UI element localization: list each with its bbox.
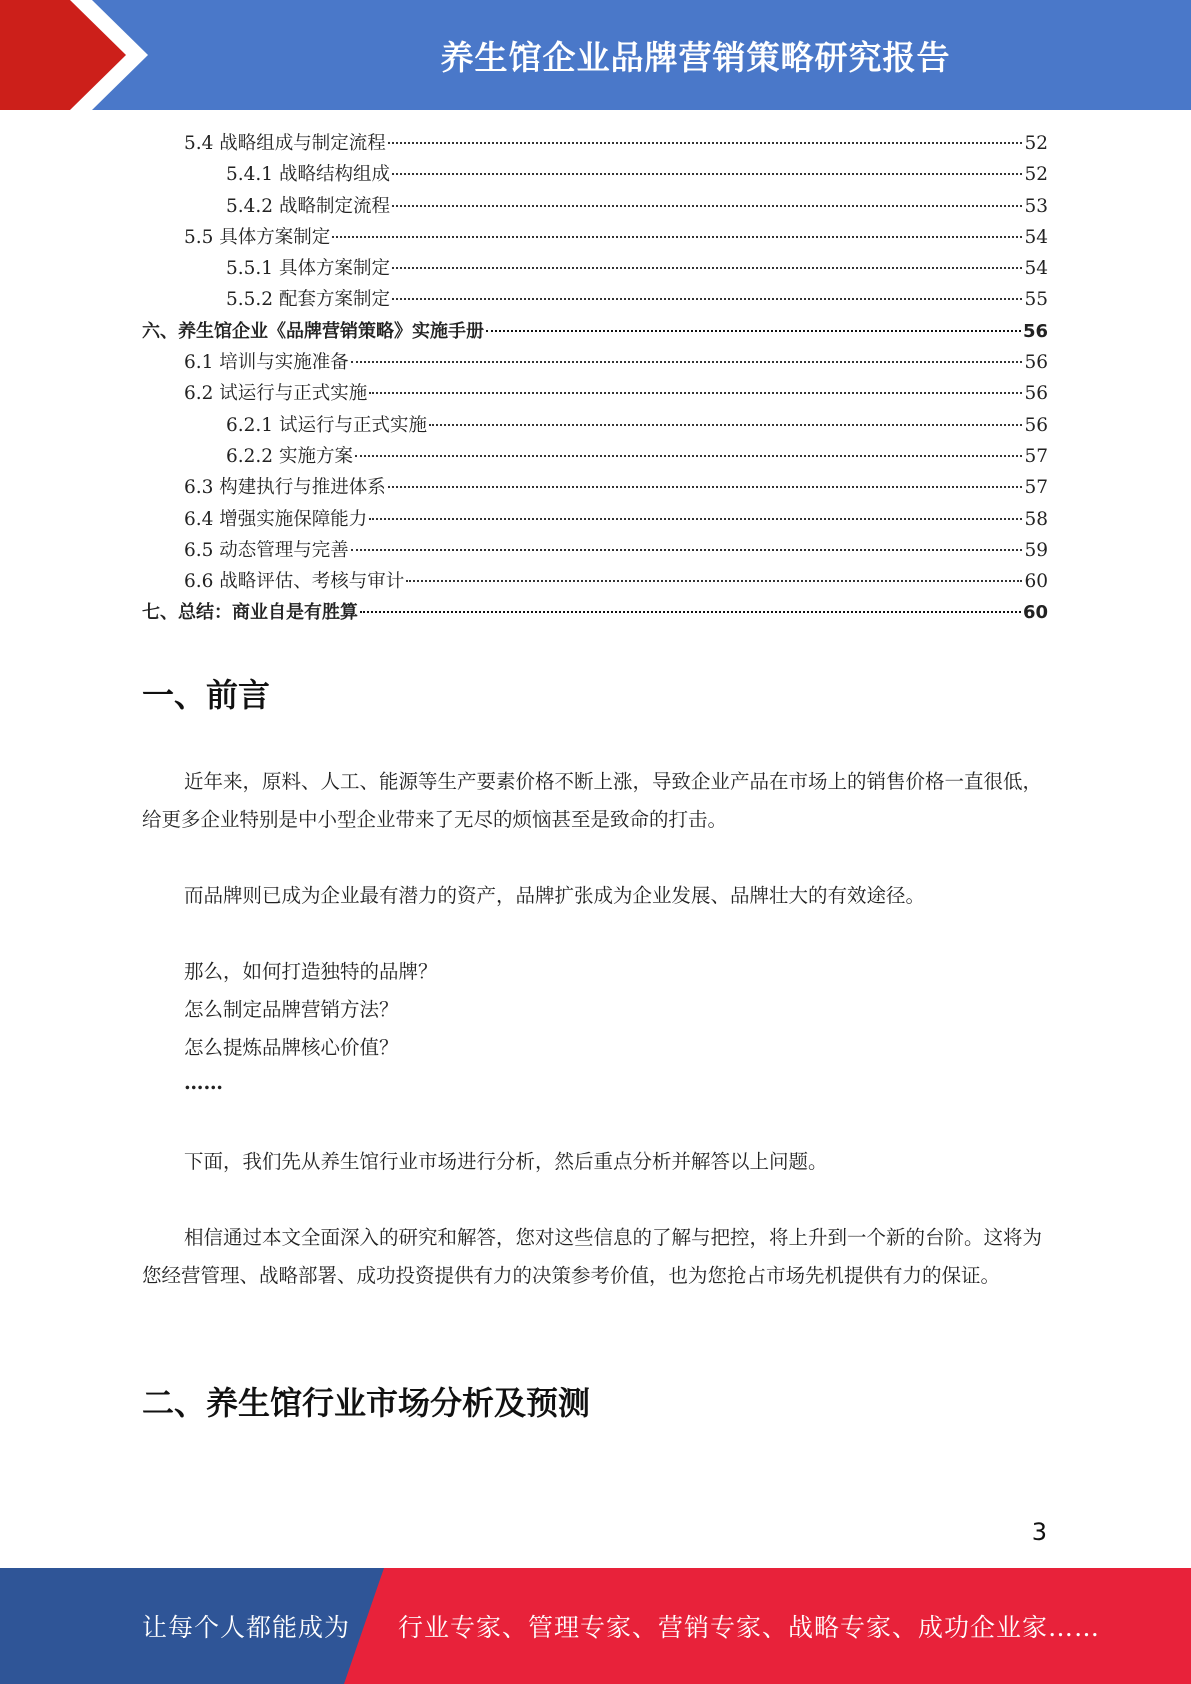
page-number: 3 bbox=[1031, 1518, 1047, 1546]
toc-entry[interactable] bbox=[142, 472, 1048, 503]
section-heading-preface: 一、前言 bbox=[142, 676, 271, 714]
preface-paragraph-2: 而品牌则已成为企业最有潜力的资产，品牌扩张成为企业发展、品牌壮大的有效途径。 bbox=[184, 884, 926, 907]
toc-dot-leader bbox=[392, 173, 1022, 175]
toc-entry-page: 56 bbox=[1022, 320, 1048, 342]
toc-entry-page: 60 bbox=[1022, 602, 1048, 624]
toc-entry-title: 六、养生馆企业《品牌营销策略》实施手册 bbox=[142, 320, 484, 342]
toc-entry-title: 6.4 增强实施保障能力 bbox=[184, 508, 368, 530]
preface-paragraph-4: 相信通过本文全面深入的研究和解答，您对这些信息的了解与把控，将上升到一个新的台阶。这将为您经营管理、战略部署、成功投资提供有力的决策参考价值，也为您抢占市场先机提供有力的保证。 bbox=[142, 1226, 1043, 1287]
toc-entry-title: 5.5.2 配套方案制定 bbox=[226, 289, 390, 311]
toc-dot-leader bbox=[360, 611, 1021, 613]
toc-dot-leader bbox=[369, 518, 1022, 520]
page-header bbox=[0, 0, 1191, 110]
toc-entry-title: 5.4.1 战略结构组成 bbox=[226, 164, 390, 186]
toc-dot-leader bbox=[369, 392, 1022, 394]
toc-entry[interactable] bbox=[142, 284, 1048, 315]
toc-entry-page: 54 bbox=[1024, 226, 1048, 248]
toc-entry-title: 6.1 培训与实施准备 bbox=[184, 352, 349, 374]
toc-entry[interactable] bbox=[142, 191, 1048, 222]
footer-slogan-right: 行业专家、管理专家、营销专家、战略专家、成功企业家…… bbox=[398, 1613, 1101, 1642]
toc-entry[interactable] bbox=[142, 159, 1048, 190]
toc-dot-leader bbox=[429, 424, 1022, 426]
toc-entry[interactable] bbox=[142, 441, 1048, 472]
toc-entry-title: 6.3 构建执行与推进体系 bbox=[184, 477, 386, 499]
toc-entry-page: 57 bbox=[1024, 445, 1048, 467]
toc-entry-title: 6.2.2 实施方案 bbox=[226, 445, 353, 467]
footer-slogan-left: 让每个人都能成为 bbox=[142, 1613, 351, 1642]
toc-entry-page: 56 bbox=[1024, 414, 1048, 436]
toc-dot-leader bbox=[392, 267, 1022, 269]
header-arrow-decoration bbox=[0, 0, 160, 110]
toc-entry[interactable] bbox=[142, 566, 1048, 597]
toc-entry[interactable] bbox=[142, 253, 1048, 284]
section-heading-market-analysis: 二、养生馆行业市场分析及预测 bbox=[142, 1384, 591, 1422]
toc-entry-page: 55 bbox=[1024, 289, 1048, 311]
document-title: 养生馆企业品牌营销策略研究报告 bbox=[440, 37, 951, 77]
table-of-contents bbox=[142, 128, 1048, 629]
toc-dot-leader bbox=[486, 330, 1021, 332]
toc-dot-leader bbox=[355, 455, 1023, 457]
preface-paragraph-3: 下面，我们先从养生馆行业市场进行分析，然后重点分析并解答以上问题。 bbox=[184, 1150, 828, 1173]
toc-dot-leader bbox=[406, 580, 1022, 582]
preface-question-3: 怎么提炼品牌核心价值？ bbox=[184, 1036, 399, 1059]
toc-entry[interactable] bbox=[142, 378, 1048, 409]
toc-dot-leader bbox=[351, 549, 1023, 551]
toc-entry-title: 七、总结：商业自是有胜算 bbox=[142, 602, 358, 624]
toc-entry-page: 59 bbox=[1024, 539, 1048, 561]
toc-entry-title: 6.5 动态管理与完善 bbox=[184, 539, 349, 561]
toc-dot-leader bbox=[388, 486, 1023, 488]
preface-question-1: 那么，如何打造独特的品牌？ bbox=[184, 960, 438, 983]
toc-entry-page: 60 bbox=[1024, 571, 1048, 593]
toc-dot-leader bbox=[392, 298, 1022, 300]
toc-entry-page: 57 bbox=[1024, 477, 1048, 499]
toc-entry-title: 6.2 试运行与正式实施 bbox=[184, 383, 368, 405]
toc-entry-page: 52 bbox=[1024, 164, 1048, 186]
toc-entry-page: 58 bbox=[1024, 508, 1048, 530]
toc-entry-page: 56 bbox=[1024, 352, 1048, 374]
toc-entry-page: 56 bbox=[1024, 383, 1048, 405]
toc-entry[interactable] bbox=[142, 316, 1048, 347]
preface-paragraph-1: 近年来，原料、人工、能源等生产要素价格不断上涨，导致企业产品在市场上的销售价格一直很低，给更多企业特别是中小型企业带来了无尽的烦恼甚至是致命的打击。 bbox=[142, 770, 1043, 831]
toc-entry-title: 5.4 战略组成与制定流程 bbox=[184, 133, 386, 154]
preface-question-2: 怎么制定品牌营销方法？ bbox=[184, 998, 399, 1021]
toc-entry-title: 5.5 具体方案制定 bbox=[184, 226, 331, 248]
toc-entry[interactable] bbox=[142, 597, 1048, 628]
toc-entry-page: 53 bbox=[1024, 195, 1048, 217]
toc-entry[interactable] bbox=[142, 535, 1048, 566]
preface-ellipsis: …… bbox=[184, 1071, 223, 1094]
toc-entry-title: 6.6 战略评估、考核与审计 bbox=[184, 571, 405, 593]
page-footer bbox=[0, 1568, 1191, 1684]
toc-dot-leader bbox=[332, 236, 1022, 238]
toc-entry-title: 6.2.1 试运行与正式实施 bbox=[226, 414, 427, 436]
toc-dot-leader bbox=[351, 361, 1023, 363]
toc-entry[interactable] bbox=[142, 128, 1048, 159]
toc-entry-title: 5.4.2 战略制定流程 bbox=[226, 195, 390, 217]
toc-entry-page: 54 bbox=[1024, 258, 1048, 280]
toc-dot-leader bbox=[392, 205, 1022, 207]
toc-entry[interactable] bbox=[142, 347, 1048, 378]
toc-entry-title: 5.5.1 具体方案制定 bbox=[226, 258, 390, 280]
toc-entry[interactable] bbox=[142, 222, 1048, 253]
toc-dot-leader bbox=[388, 142, 1023, 144]
toc-entry[interactable] bbox=[142, 504, 1048, 535]
toc-entry-page: 52 bbox=[1024, 133, 1048, 154]
toc-entry[interactable] bbox=[142, 410, 1048, 441]
